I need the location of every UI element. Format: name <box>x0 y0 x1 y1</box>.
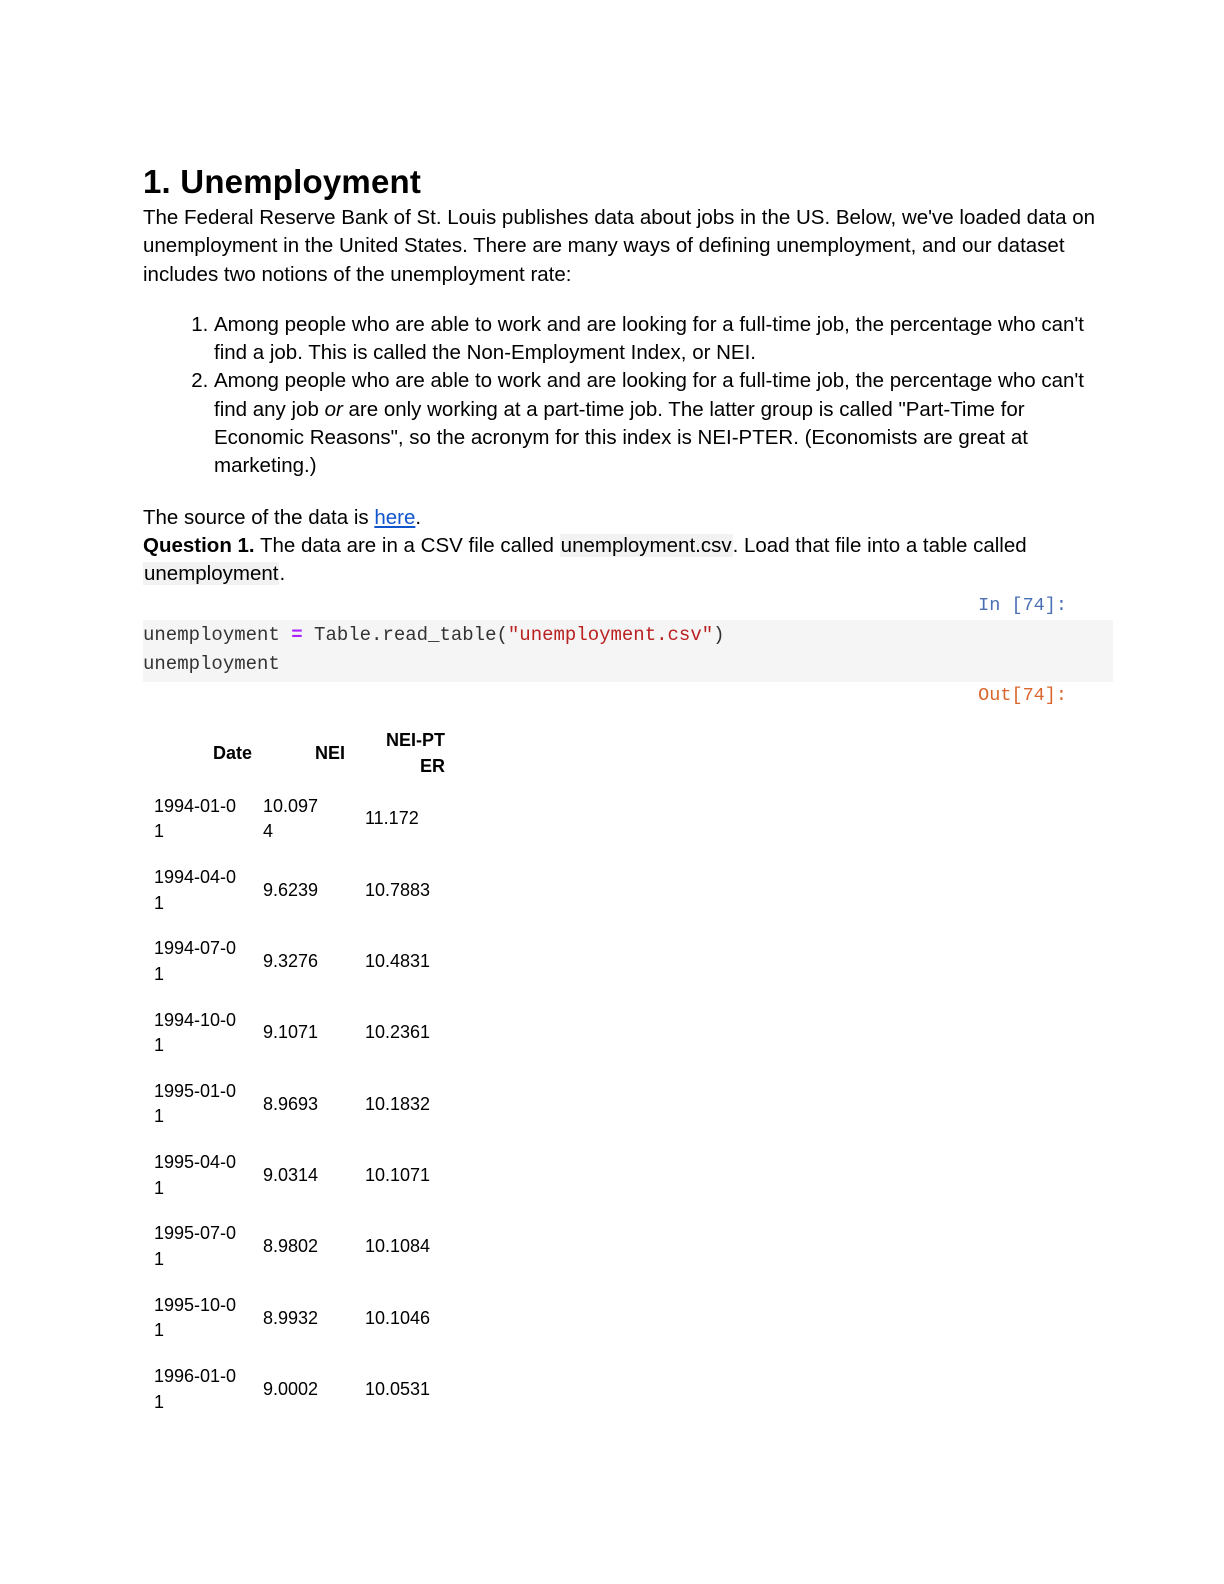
cell-date: 1995-07-01 <box>154 1223 237 1269</box>
table-row <box>143 997 445 1068</box>
cell-date: 1994-07-01 <box>154 938 237 984</box>
cell-nei: 10.0974 <box>263 795 319 842</box>
code-close-paren: ) <box>713 623 725 646</box>
column-header-date: Date <box>212 742 252 763</box>
unemployment-table <box>143 724 445 1426</box>
cell-nei: 8.9932 <box>263 1307 319 1328</box>
cell-nei-pter: 10.1084 <box>365 1236 431 1257</box>
cell-nei-pter: 10.1832 <box>365 1093 431 1114</box>
cell-nei: 9.0314 <box>263 1164 319 1185</box>
source-line <box>143 504 1113 532</box>
cell-date: 1994-01-01 <box>154 795 237 842</box>
question-text-3: . <box>279 562 286 586</box>
nei-definition: Among people who are able to work and are looking for a full-time job, the percentage who can't find a job. This is called the Non-Employment Index, or NEI. <box>214 312 1084 365</box>
file-name-code: unemployment.csv <box>560 533 732 557</box>
cell-nei-pter: 10.2361 <box>365 1022 431 1043</box>
emphasis-or: or <box>324 397 343 421</box>
question-label: Question 1. <box>143 533 255 557</box>
table-row <box>143 1069 445 1140</box>
cell-date: 1995-10-01 <box>154 1294 237 1341</box>
cell-nei: 9.0002 <box>263 1378 319 1399</box>
cell-nei: 8.9802 <box>263 1236 319 1257</box>
table-row <box>143 1140 445 1211</box>
code-call: Table.read_table( <box>314 623 508 646</box>
list-item-nei <box>214 311 1113 368</box>
table-row <box>143 784 445 855</box>
code-cell[interactable] <box>143 620 1113 682</box>
nei-pter-definition-start: Among people who are able to work and are looking for a full-time job, the percentage who can't find any job <box>214 369 1084 421</box>
cell-date: 1996-01-01 <box>154 1366 237 1412</box>
cell-nei: 9.1071 <box>263 1022 319 1043</box>
table-body <box>143 784 445 1426</box>
table-row <box>143 926 445 997</box>
table-row <box>143 1211 445 1282</box>
cell-nei-pter: 10.0531 <box>365 1378 431 1399</box>
cell-nei: 8.9693 <box>263 1093 319 1114</box>
cell-nei-pter: 10.7883 <box>365 879 431 900</box>
cell-nei-pter: 10.1071 <box>365 1164 431 1185</box>
table-name-code: unemployment <box>144 562 279 586</box>
cell-date: 1995-01-01 <box>154 1080 237 1127</box>
code-assign-operator: = <box>291 623 303 646</box>
code-line-2: unemployment <box>143 653 280 676</box>
cell-nei: 9.3276 <box>263 951 319 972</box>
source-suffix: . <box>415 505 422 529</box>
cell-nei-pter: 10.1046 <box>365 1307 431 1328</box>
table-header-row <box>143 724 445 784</box>
question-text-1: The data are in a CSV file called <box>254 533 560 557</box>
table-row <box>143 1283 445 1354</box>
table-row <box>143 855 445 926</box>
output-prompt: Out[74]: <box>978 684 1067 706</box>
cell-nei: 9.6239 <box>263 879 319 900</box>
question-1 <box>143 532 1113 589</box>
question-text-2: . Load that file into a table called <box>732 533 1027 557</box>
code-string: "unemployment.csv" <box>507 623 714 646</box>
cell-date: 1994-04-01 <box>154 867 237 913</box>
code-var: unemployment <box>143 623 280 646</box>
input-prompt: In [74]: <box>978 594 1067 616</box>
section-heading: 1. Unemployment <box>143 163 422 200</box>
list-item-nei-pter <box>214 367 1113 480</box>
unemployment-definitions-list <box>143 311 1113 481</box>
nei-pter-definition-end: are only working at a part-time job. The latter group is called "Part-Time for Economic Reasons", so the acronym for this index is NEI-PTER. (Economists are great at marketing.) <box>214 397 1028 478</box>
cell-nei-pter: 11.172 <box>365 808 419 829</box>
cell-nei-pter: 10.4831 <box>365 951 431 972</box>
cell-date: 1995-04-01 <box>154 1152 237 1198</box>
source-link[interactable]: here <box>374 505 416 529</box>
cell-date: 1994-10-01 <box>154 1009 237 1056</box>
notebook-page <box>143 160 1113 1425</box>
source-prefix: The source of the data is <box>143 505 375 529</box>
intro-paragraph: The Federal Reserve Bank of St. Louis publishes data about jobs in the US. Below, we've loaded data on unemployment in the United States. There are many ways of defining unemployment, and our dataset includes two notions of the unemployment rate: <box>143 206 1096 286</box>
column-header-nei-pter: NEI-PTER <box>385 730 445 776</box>
table-row <box>143 1354 445 1425</box>
column-header-nei: NEI <box>314 742 345 763</box>
